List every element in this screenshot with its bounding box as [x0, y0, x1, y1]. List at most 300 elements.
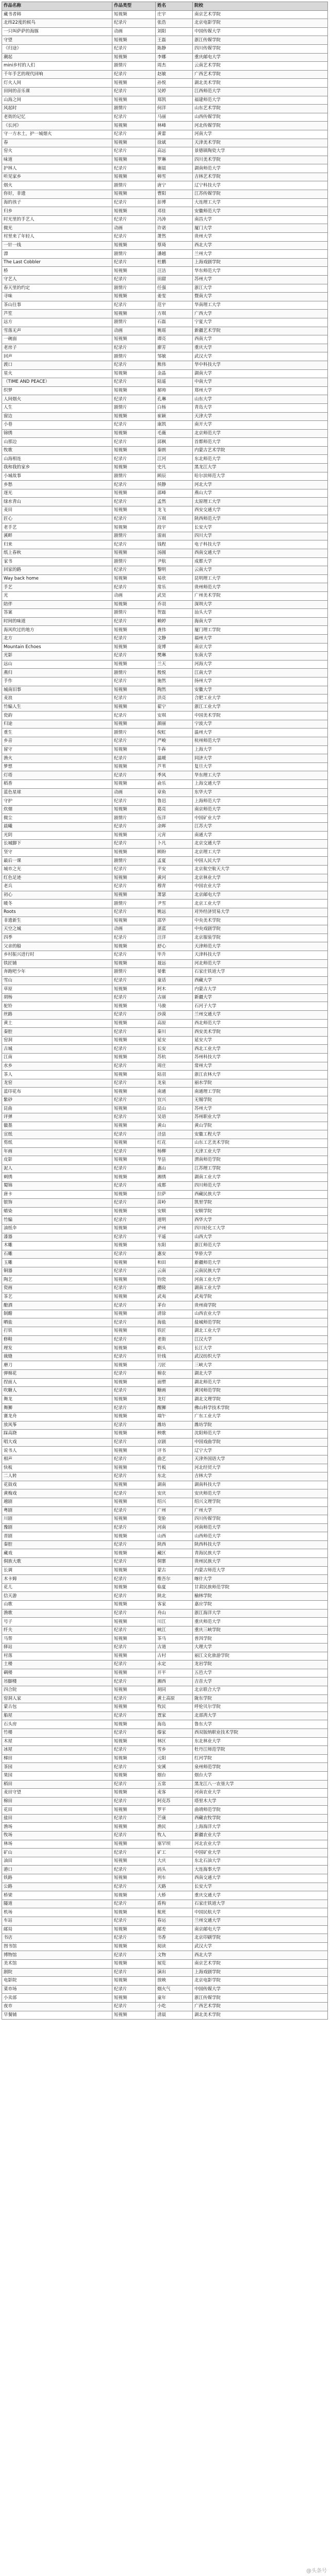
cell-work: 四合院 — [2, 1686, 112, 1694]
cell-work: 吹糖人 — [2, 1387, 112, 1396]
cell-category: 纪录片 — [112, 1147, 156, 1156]
cell-work: 剪纸 — [2, 1139, 112, 1147]
cell-school: 天津师范大学 — [193, 942, 328, 951]
table-row — [2, 600, 328, 609]
cell-author: 元宵 — [156, 831, 193, 840]
table-row — [2, 891, 328, 900]
cell-work: 红色足迹 — [2, 874, 112, 883]
cell-category: 纪录片 — [112, 1489, 156, 1498]
table-row — [2, 609, 328, 618]
cell-category: 纪录片 — [112, 1387, 156, 1396]
table-row — [2, 754, 328, 763]
table-row — [2, 643, 328, 652]
cell-school: 黑龙江八一农垦大学 — [193, 1780, 328, 1789]
cell-category: 纪录片 — [112, 1900, 156, 1908]
cell-author: 彭博 — [156, 198, 193, 207]
cell-category: 短视频 — [112, 1498, 156, 1506]
table-row — [2, 1267, 328, 1276]
cell-author: 谭亮 — [156, 335, 193, 344]
cell-school: 山西传媒学院 — [193, 113, 328, 122]
table-row — [2, 438, 328, 447]
cell-school: 黄冈师范学院 — [193, 1387, 328, 1396]
cell-category: 纪录片 — [112, 301, 156, 310]
cell-work: 一针一线 — [2, 241, 112, 250]
table-row — [2, 1840, 328, 1849]
table-row — [2, 1370, 328, 1379]
table-row — [2, 1968, 328, 1977]
cell-category: 剧情片 — [112, 181, 156, 190]
cell-school: 曲靖师范学院 — [193, 1806, 328, 1815]
table-row — [2, 284, 328, 293]
cell-category: 纪录片 — [112, 1917, 156, 1926]
cell-author: 绍兴 — [156, 1498, 193, 1506]
cell-author: 赖婷 — [156, 617, 193, 626]
table-row — [2, 472, 328, 481]
cell-category: 动画 — [112, 327, 156, 335]
table-row — [2, 1763, 328, 1772]
cell-school: 燕山大学 — [193, 489, 328, 498]
cell-school: 长江大学 — [193, 1344, 328, 1353]
table-row — [2, 1387, 328, 1396]
cell-author: 谢晨 — [156, 164, 193, 173]
cell-work: 芦笙 — [2, 310, 112, 318]
cell-author: 邵峰 — [156, 489, 193, 498]
cell-work: 留守 — [2, 745, 112, 754]
cell-school: 新疆师范大学 — [193, 1259, 328, 1267]
cell-category: 纪录片 — [112, 455, 156, 464]
cell-category: 动画 — [112, 925, 156, 934]
table-row — [2, 634, 328, 643]
cell-author: 长安 — [156, 1045, 193, 1054]
table-row — [2, 942, 328, 951]
cell-school: 天津外国语大学 — [193, 1455, 328, 1464]
cell-category: 纪录片 — [112, 1096, 156, 1105]
cell-school: 沈阳师范大学 — [193, 1430, 328, 1438]
cell-school: 福建师范大学 — [193, 96, 328, 105]
cell-category: 剧情片 — [112, 669, 156, 677]
table-row — [2, 1934, 328, 1943]
cell-work: 窗边 — [2, 412, 112, 421]
cell-author: 清徐 — [156, 1310, 193, 1318]
cell-work: 微尘 — [2, 814, 112, 823]
cell-school: 吉首大学 — [193, 1677, 328, 1686]
cell-category: 纪录片 — [112, 1404, 156, 1413]
table-row — [2, 173, 328, 181]
cell-work: 最后一课 — [2, 857, 112, 866]
cell-school: 同济大学 — [193, 754, 328, 763]
cell-category: 短视频 — [112, 917, 156, 925]
cell-work: 春 — [2, 139, 112, 147]
table-row — [2, 1438, 328, 1447]
cell-author: 马丽 — [156, 113, 193, 122]
cell-school: 北京航空航天大学 — [193, 865, 328, 874]
cell-category: 短视频 — [112, 1583, 156, 1592]
cell-school: 贵州商学院 — [193, 1301, 328, 1310]
table-row — [2, 446, 328, 455]
cell-work: 窑洞人家 — [2, 1694, 112, 1703]
cell-work: 侗族大歌 — [2, 1558, 112, 1567]
cell-school: 海南大学 — [193, 617, 328, 626]
table-row — [2, 1832, 328, 1840]
cell-category: 纪录片 — [112, 1370, 156, 1379]
cell-author: 庄宇 — [156, 10, 193, 19]
table-row — [2, 258, 328, 267]
cell-school: 榆林学院 — [193, 1592, 328, 1601]
cell-work: 赛龙舟 — [2, 1412, 112, 1421]
cell-category: 短视频 — [112, 1122, 156, 1130]
cell-school: 广州大学 — [193, 1506, 328, 1515]
table-row — [2, 1626, 328, 1635]
table-row — [2, 1601, 328, 1609]
cell-school: 苏州职业大学 — [193, 1113, 328, 1122]
cell-work: 窑火 — [2, 147, 112, 156]
cell-work: 图书馆 — [2, 1942, 112, 1951]
cell-category: 纪录片 — [112, 652, 156, 660]
cell-work: 石雕 — [2, 1250, 112, 1259]
cell-work: 机场 — [2, 1908, 112, 1917]
cell-school: 上海师范大学 — [193, 797, 328, 806]
table-row — [2, 1917, 328, 1926]
table-row — [2, 1199, 328, 1208]
cell-author: 海盐 — [156, 1318, 193, 1327]
cell-author: 林峰 — [156, 122, 193, 130]
table-row — [2, 1883, 328, 1891]
table-row — [2, 1686, 328, 1694]
cell-school: 北京服装学院 — [193, 934, 328, 942]
cell-category: 纪录片 — [112, 1233, 156, 1242]
cell-school: 福州大学 — [193, 634, 328, 643]
cell-work: 我和我的家乡 — [2, 464, 112, 472]
table-row — [2, 540, 328, 549]
cell-school: 渭南师范学院 — [193, 1156, 328, 1165]
results-sheet — [2, 2, 327, 2020]
cell-work: 藏戏 — [2, 1549, 112, 1558]
cell-category: 短视频 — [112, 1515, 156, 1524]
cell-work: 一碗面 — [2, 335, 112, 344]
cell-school: 西北工业大学 — [193, 1045, 328, 1054]
cell-work: 说书人 — [2, 1447, 112, 1455]
cell-category: 短视频 — [112, 1823, 156, 1832]
cell-work: 漂 — [2, 250, 112, 259]
cell-category: 纪录片 — [112, 1866, 156, 1874]
cell-author: 李娜 — [156, 53, 193, 62]
cell-category: 纪录片 — [112, 1849, 156, 1857]
cell-school: 湖北美术学院 — [193, 79, 328, 88]
cell-school: 浙江传媒学院 — [193, 36, 328, 45]
table-row — [2, 1720, 328, 1729]
cell-school: 重庆师范大学 — [193, 1618, 328, 1626]
cell-category: 短视频 — [112, 1088, 156, 1096]
cell-category: 短视频 — [112, 523, 156, 532]
cell-work: Way back home — [2, 574, 112, 583]
cell-category: 短视频 — [112, 1737, 156, 1746]
table-row — [2, 276, 328, 284]
cell-author: 平安 — [156, 865, 193, 874]
table-row — [2, 139, 328, 147]
cell-school: 西藏大学 — [193, 976, 328, 985]
cell-work: 二人转 — [2, 1472, 112, 1481]
cell-author: 高远 — [156, 147, 193, 156]
table-row — [2, 1481, 328, 1489]
cell-author: 周杰 — [156, 62, 193, 71]
cell-category: 纪录片 — [112, 1575, 156, 1584]
cell-author: 尹航 — [156, 557, 193, 566]
cell-author: 余晖 — [156, 823, 193, 832]
cell-school: 石家庄铁道大学 — [193, 968, 328, 977]
cell-category: 纪录片 — [112, 164, 156, 173]
cell-author: 塞罕坝 — [156, 1840, 193, 1849]
cell-author: 安顺 — [156, 1207, 193, 1216]
cell-school: 石河子大学 — [193, 1002, 328, 1011]
cell-author: 天路 — [156, 1883, 193, 1891]
cell-school: 河南农业大学 — [193, 1789, 328, 1798]
cell-school: 浙江工业大学 — [193, 703, 328, 711]
cell-author: 孟夏 — [156, 857, 193, 866]
cell-author: 钱程 — [156, 540, 193, 549]
cell-school: 四川大学 — [193, 532, 328, 540]
cell-work: 菜市场 — [2, 1985, 112, 1994]
cell-school: 北京理工大学 — [193, 848, 328, 857]
cell-work: 龙窑 — [2, 1079, 112, 1088]
cell-school: 昆明理工大学 — [193, 574, 328, 583]
cell-work: 千年手艺的现代回响 — [2, 70, 112, 79]
cell-work: 味道 — [2, 156, 112, 164]
cell-author: 吴婷 — [156, 87, 193, 96]
cell-author: 韩雪 — [156, 173, 193, 181]
cell-author: 姚远 — [156, 908, 193, 917]
cell-author: 孙悦 — [156, 79, 193, 88]
cell-school: 黄山学院 — [193, 1122, 328, 1130]
cell-author: 俞乐 — [156, 780, 193, 789]
cell-work: 归途 — [2, 720, 112, 728]
table-row — [2, 1540, 328, 1549]
cell-author: 武昊 — [156, 591, 193, 600]
cell-work: 漆器 — [2, 1233, 112, 1242]
cell-school: 暨南大学 — [193, 293, 328, 301]
table-row — [2, 1088, 328, 1096]
cell-category: 短视频 — [112, 1378, 156, 1387]
cell-author: 刀匠 — [156, 1361, 193, 1370]
cell-school: 长安大学 — [193, 1883, 328, 1891]
table-row — [2, 1728, 328, 1737]
cell-author: 曲艺 — [156, 1455, 193, 1464]
cell-school: 浙江海洋大学 — [193, 1609, 328, 1618]
cell-work: The Last Cobbler — [2, 258, 112, 267]
cell-school: 河南大学 — [193, 130, 328, 139]
table-row — [2, 1361, 328, 1370]
cell-work: 蓝印花布 — [2, 1088, 112, 1096]
table-row — [2, 1412, 328, 1421]
cell-author: 任强 — [156, 284, 193, 293]
table-row — [2, 669, 328, 677]
cell-work: 父亲的船 — [2, 942, 112, 951]
cell-category: 纪录片 — [112, 130, 156, 139]
cell-category: 纪录片 — [112, 421, 156, 430]
cell-author: 展览 — [156, 1959, 193, 1968]
table-row — [2, 241, 328, 250]
cell-work: 稻香 — [2, 780, 112, 789]
cell-category: 短视频 — [112, 53, 156, 62]
table-row — [2, 737, 328, 746]
cell-author: 烟火气 — [156, 1985, 193, 1994]
table-row — [2, 1447, 328, 1455]
cell-author: 鲁迅 — [156, 797, 193, 806]
cell-author: 章鱼 — [156, 788, 193, 797]
cell-author: 面塑 — [156, 1378, 193, 1387]
cell-author: 湘绣 — [156, 1173, 193, 1182]
cell-author: 庞博 — [156, 643, 193, 652]
cell-category: 短视频 — [112, 1002, 156, 1011]
table-row — [2, 1378, 328, 1387]
cell-author: 古道 — [156, 1643, 193, 1652]
cell-work: 春天里的约定 — [2, 284, 112, 293]
cell-work: 光阴 — [2, 831, 112, 840]
cell-work: 打铁 — [2, 1327, 112, 1336]
header-school: 院校 — [193, 2, 328, 11]
cell-category: 纪录片 — [112, 883, 156, 891]
cell-category: 短视频 — [112, 1669, 156, 1677]
cell-school: 山东大学 — [193, 395, 328, 404]
cell-author: 陆羽 — [156, 1071, 193, 1079]
cell-school: 重庆邮电大学 — [193, 53, 328, 62]
table-row — [2, 1994, 328, 2003]
cell-category: 短视频 — [112, 626, 156, 635]
cell-author: 龙泉 — [156, 1079, 193, 1088]
table-row — [2, 883, 328, 891]
cell-school: 苏州大学 — [193, 1105, 328, 1113]
cell-work: 剧院 — [2, 1968, 112, 1977]
cell-category: 纪录片 — [112, 1523, 156, 1532]
cell-category: 短视频 — [112, 1771, 156, 1780]
table-row — [2, 1985, 328, 1994]
cell-category: 纪录片 — [112, 677, 156, 686]
cell-category: 纪录片 — [112, 1677, 156, 1686]
cell-author: 严峻 — [156, 737, 193, 746]
cell-school: 中国戏曲学院 — [193, 1438, 328, 1447]
cell-author: 秦川 — [156, 1028, 193, 1037]
cell-author: 苏杭 — [156, 1054, 193, 1062]
cell-school: 西北师范大学 — [193, 1019, 328, 1028]
cell-work: 木雕 — [2, 1242, 112, 1250]
cell-work: 粤剧 — [2, 1506, 112, 1515]
cell-work: 捏面人 — [2, 1378, 112, 1387]
cell-school: 天津大学 — [193, 412, 328, 421]
cell-category: 纪录片 — [112, 1540, 156, 1549]
cell-work: 唐卡 — [2, 1190, 112, 1199]
cell-school: 江苏大学 — [193, 823, 328, 832]
cell-category: 纪录片 — [112, 865, 156, 874]
cell-category: 剧情片 — [112, 557, 156, 566]
cell-work: 星火 — [2, 369, 112, 378]
cell-author: 伍洋 — [156, 814, 193, 823]
cell-work: 磨刀 — [2, 1361, 112, 1370]
cell-category: 短视频 — [112, 1395, 156, 1404]
cell-work: 《归途》 — [2, 44, 112, 53]
cell-school: 合肥工业大学 — [193, 694, 328, 703]
cell-work: Mountain Echoes — [2, 643, 112, 652]
cell-work: 北纬22度的候鸟 — [2, 19, 112, 28]
cell-author: 殷悦 — [156, 669, 193, 677]
cell-school: 河北传媒学院 — [193, 122, 328, 130]
cell-author: 廖芳 — [156, 344, 193, 352]
cell-work: 茶园 — [2, 1763, 112, 1772]
cell-author: 许诺 — [156, 224, 193, 233]
cell-work: 快板 — [2, 1464, 112, 1472]
cell-work: 坚守 — [2, 848, 112, 857]
cell-school: 北京交通大学 — [193, 840, 328, 849]
table-row — [2, 1925, 328, 1934]
table-row — [2, 626, 328, 635]
cell-work: 隧道 — [2, 1900, 112, 1908]
table-row — [2, 1814, 328, 1823]
table-row — [2, 70, 328, 79]
cell-school: 四川轻化工大学 — [193, 1224, 328, 1233]
cell-author: 评书 — [156, 1447, 193, 1455]
table-row — [2, 267, 328, 276]
cell-category: 剧情片 — [112, 968, 156, 977]
cell-school: 青海民族大学 — [193, 1549, 328, 1558]
cell-work: 油田 — [2, 1857, 112, 1866]
cell-category: 纪录片 — [112, 908, 156, 917]
table-row — [2, 1301, 328, 1310]
cell-work: 花田 — [2, 1806, 112, 1815]
cell-category: 纪录片 — [112, 1028, 156, 1037]
cell-category: 纪录片 — [112, 1352, 156, 1361]
table-row — [2, 968, 328, 977]
cell-author: 尹雪 — [156, 900, 193, 908]
cell-category: 纪录片 — [112, 934, 156, 942]
cell-school: 安庆师范大学 — [193, 1489, 328, 1498]
cell-work: 蜀锦 — [2, 1181, 112, 1190]
cell-work: 瓷画 — [2, 1284, 112, 1293]
cell-category: 短视频 — [112, 959, 156, 968]
cell-category: 剧情片 — [112, 250, 156, 259]
cell-category: 纪录片 — [112, 258, 156, 267]
cell-school: 贵州师范大学 — [193, 583, 328, 592]
table-row — [2, 566, 328, 575]
table-row — [2, 87, 328, 96]
cell-work: 山海相连 — [2, 455, 112, 464]
cell-school: 安徽工程大学 — [193, 1130, 328, 1139]
cell-category: 纪录片 — [112, 70, 156, 79]
cell-author: 秧歌 — [156, 1430, 193, 1438]
cell-category: 纪录片 — [112, 1763, 156, 1772]
cell-author: 芒康 — [156, 1814, 193, 1823]
cell-work: 茶人 — [2, 1071, 112, 1079]
cell-author: 兰天 — [156, 660, 193, 669]
table-row — [2, 1259, 328, 1267]
cell-work: 《长河》 — [2, 122, 112, 130]
table-row — [2, 464, 328, 472]
table-row — [2, 301, 328, 310]
cell-author: 临夏 — [156, 1583, 193, 1592]
cell-school: 湖南工业大学 — [193, 1284, 328, 1293]
table-row — [2, 198, 328, 207]
cell-work: 寻味 — [2, 293, 112, 301]
cell-work: 田间的音乐课 — [2, 87, 112, 96]
cell-author: 元阳 — [156, 1754, 193, 1763]
cell-category: 剧情片 — [112, 318, 156, 327]
table-row — [2, 1293, 328, 1301]
cell-school: 北京工业大学 — [193, 900, 328, 908]
cell-school: 华侨大学 — [193, 1250, 328, 1259]
cell-work: 天空之城 — [2, 925, 112, 934]
cell-category: 纪录片 — [112, 823, 156, 832]
cell-author: 邹敏 — [156, 352, 193, 361]
cell-category: 纪录片 — [112, 1301, 156, 1310]
cell-school: 兰州交通大学 — [193, 1011, 328, 1020]
cell-school: 上海海洋大学 — [193, 1823, 328, 1832]
